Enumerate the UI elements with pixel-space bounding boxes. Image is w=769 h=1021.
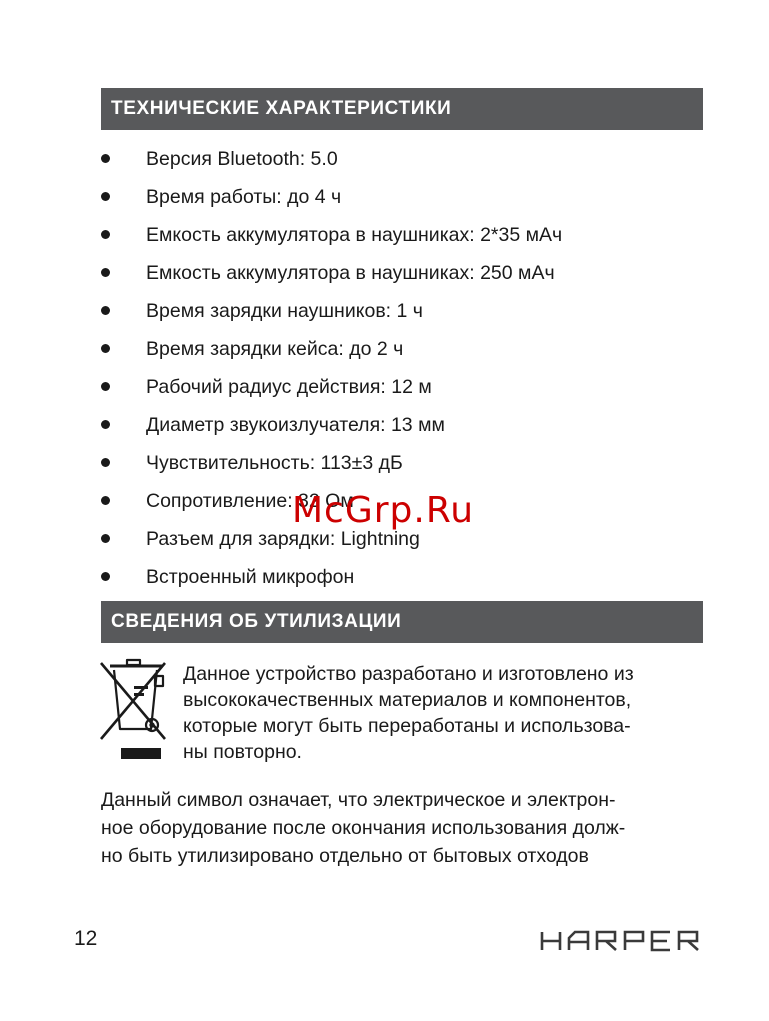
recycle-paragraph [183, 661, 769, 765]
recycle-notice [97, 657, 707, 777]
disposal-section-header: СВЕДЕНИЯ ОБ УТИЛИЗАЦИИ [101, 601, 703, 643]
bullet-icon [101, 420, 110, 429]
symbol-line: но быть утилизировано отдельно от бытовых отходов [101, 845, 589, 867]
watermark-text: McGrp.Ru [292, 490, 475, 531]
recycle-line: ны повторно. [183, 741, 302, 763]
spec-item [0, 369, 769, 407]
spec-item [0, 141, 769, 179]
bullet-icon [101, 344, 110, 353]
spec-item [0, 255, 769, 293]
spec-text: Емкость аккумулятора в наушниках: 2*35 мАч [146, 224, 563, 246]
spec-item [0, 179, 769, 217]
bullet-icon [101, 268, 110, 277]
spec-item [0, 331, 769, 369]
spec-item [0, 559, 769, 597]
spec-text: Время зарядки наушников: 1 ч [146, 300, 423, 322]
spec-item [0, 217, 769, 255]
symbol-line: Данный символ означает, что электрическое и электрон- [101, 789, 616, 811]
symbol-meaning-paragraph [101, 786, 711, 870]
bullet-icon [101, 154, 110, 163]
page-number: 12 [74, 927, 98, 950]
spec-text: Емкость аккумулятора в наушниках: 250 мАч [146, 262, 555, 284]
spec-text: Сопротивление: 32 Ом [146, 490, 354, 512]
spec-text: Чувствительность: 113±3 дБ [146, 452, 403, 474]
symbol-line: ное оборудование после окончания использования долж- [101, 817, 626, 839]
specs-section-header: ТЕХНИЧЕСКИЕ ХАРАКТЕРИСТИКИ [101, 88, 703, 130]
spec-text: Разъем для зарядки: Lightning [146, 528, 420, 550]
crossed-out-wheeled-bin-icon [97, 657, 169, 767]
spec-text: Время зарядки кейса: до 2 ч [146, 338, 404, 360]
spec-text: Рабочий радиус действия: 12 м [146, 376, 432, 398]
bullet-icon [101, 534, 110, 543]
spec-text: Версия Bluetooth: 5.0 [146, 148, 338, 170]
bullet-icon [101, 230, 110, 239]
spec-item [0, 407, 769, 445]
bullet-icon [101, 496, 110, 505]
bullet-icon [101, 192, 110, 201]
spec-text: Время работы: до 4 ч [146, 186, 342, 208]
bullet-icon [101, 306, 110, 315]
harper-logo [540, 930, 702, 952]
spec-item [0, 445, 769, 483]
spec-text: Встроенный микрофон [146, 566, 355, 588]
bullet-icon [101, 572, 110, 581]
spec-text: Диаметр звукоизлучателя: 13 мм [146, 414, 445, 436]
recycle-line: высококачественных материалов и компонентов, [183, 689, 632, 711]
bullet-icon [101, 382, 110, 391]
recycle-line: Данное устройство разработано и изготовлено из [183, 663, 634, 685]
bullet-icon [101, 458, 110, 467]
recycle-line: которые могут быть переработаны и использова- [183, 715, 631, 737]
spec-item [0, 293, 769, 331]
